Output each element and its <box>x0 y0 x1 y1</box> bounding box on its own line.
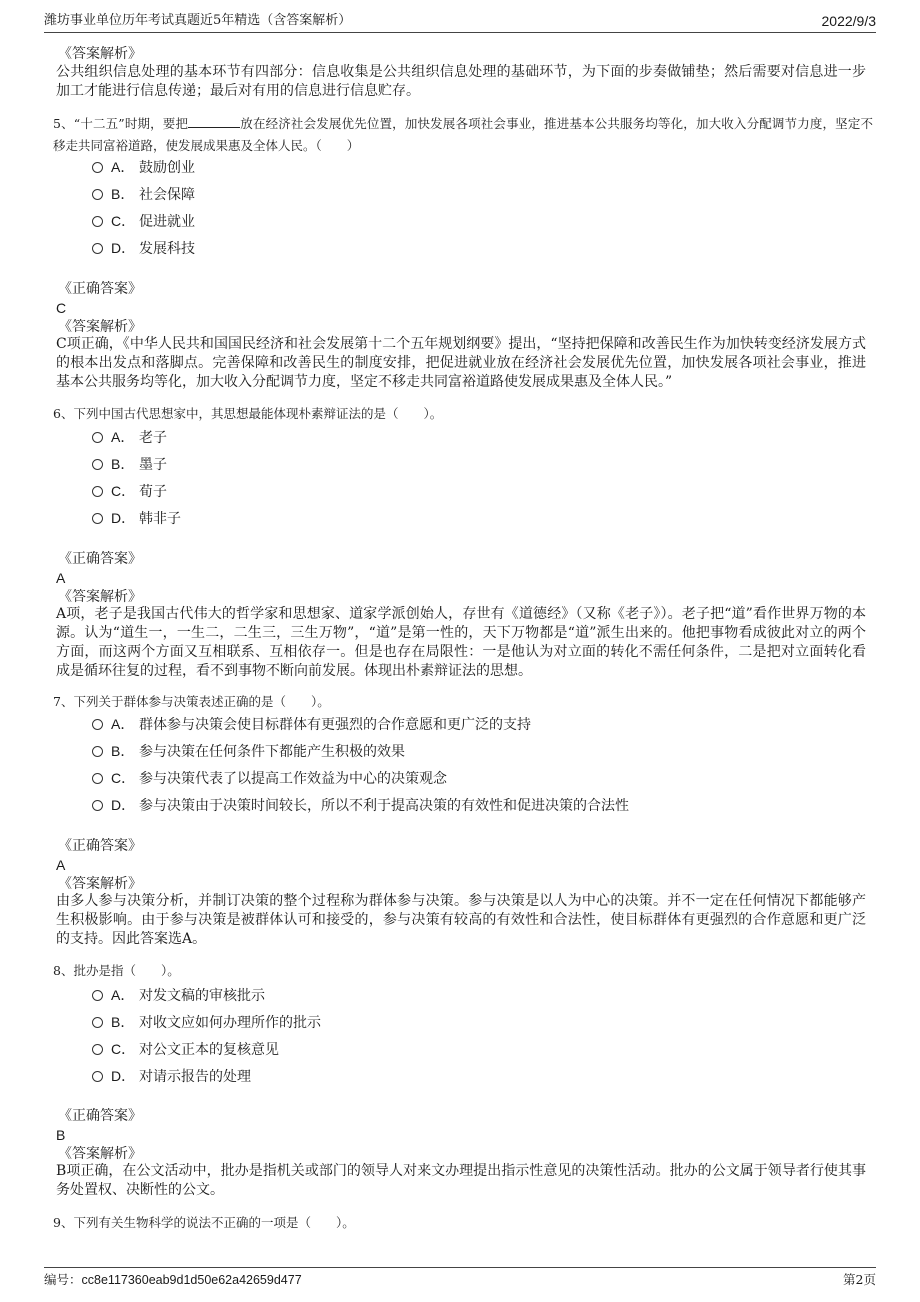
page-number: 第2页 <box>843 1272 876 1287</box>
option-b[interactable]: B． 墨子 <box>92 453 167 475</box>
radio-icon[interactable] <box>92 719 103 730</box>
analysis-text: 公共组织信息处理的基本环节有四部分：信息收集是公共组织信息处理的基础环节，为下面的步奏做铺垫；然后需要对信息进一步加工才能进行信息传递；最后对有用的信息进行信息贮存。 <box>56 64 866 99</box>
analysis-label: 《答案解析》 <box>58 46 142 62</box>
analysis-label: 《答案解析》 <box>58 1146 142 1162</box>
analysis-text: 由多人参与决策分析，并制订决策的整个过程称为群体参与决策。参与决策是以人为中心的决策。并不一定在任何情况下都能够产生积极影响。由于参与决策是被群体认可和接受的，参与决策有较高的有效性和合法性，使目标群体有更强烈的合作意愿和更广泛的支持。因此答案选A。 <box>56 893 866 947</box>
option-b[interactable]: B． 参与决策在任何条件下都能产生积极的效果 <box>92 740 405 762</box>
footer-divider <box>44 1267 876 1268</box>
question-text-post: 放在经济社会发展优先位置，加快发展各项社会事业，推进基本公共服务均等化，加大收入分配调节力度，坚定不移走共同富裕道路，使发展成果惠及全体人民。（ ） <box>53 116 873 153</box>
analysis-label: 《答案解析》 <box>58 589 142 605</box>
correct-answer-label: 《正确答案》 <box>58 281 142 297</box>
document-title: 潍坊事业单位历年考试真题近5年精选（含答案解析） <box>44 13 352 28</box>
radio-icon[interactable] <box>92 800 103 811</box>
question-7: 7、下列关于群体参与决策表述正确的是（ ）。 <box>53 694 330 709</box>
option-c[interactable]: C． 对公文正本的复核意见 <box>92 1038 279 1060</box>
fill-blank <box>188 113 240 128</box>
radio-icon[interactable] <box>92 459 103 470</box>
radio-icon[interactable] <box>92 189 103 200</box>
option-c[interactable]: C． 促进就业 <box>92 210 195 232</box>
option-c[interactable]: C． 参与决策代表了以提高工作效益为中心的决策观念 <box>92 767 447 789</box>
analysis-label: 《答案解析》 <box>58 319 142 335</box>
radio-icon[interactable] <box>92 773 103 784</box>
page-footer <box>44 1271 876 1289</box>
option-a[interactable]: A． 老子 <box>92 426 167 448</box>
radio-icon[interactable] <box>92 486 103 497</box>
radio-icon[interactable] <box>92 990 103 1001</box>
radio-icon[interactable] <box>92 1017 103 1028</box>
question-6: 6、下列中国古代思想家中，其思想最能体现朴素辩证法的是（ ）。 <box>53 406 443 421</box>
radio-icon[interactable] <box>92 513 103 524</box>
question-5 <box>53 113 873 157</box>
radio-icon[interactable] <box>92 243 103 254</box>
correct-answer: A <box>56 857 66 873</box>
correct-answer: B <box>56 1127 66 1143</box>
radio-icon[interactable] <box>92 1044 103 1055</box>
correct-answer: C <box>56 300 67 316</box>
question-8: 8、批办是指（ ）。 <box>53 963 180 978</box>
option-a[interactable]: A． 对发文稿的审核批示 <box>92 984 265 1006</box>
option-a[interactable]: A． 鼓励创业 <box>92 156 195 178</box>
radio-icon[interactable] <box>92 746 103 757</box>
radio-icon[interactable] <box>92 1071 103 1082</box>
option-b[interactable]: B． 对收文应如何办理所作的批示 <box>92 1011 321 1033</box>
radio-icon[interactable] <box>92 432 103 443</box>
option-a[interactable]: A． 群体参与决策会使目标群体有更强烈的合作意愿和更广泛的支持 <box>92 713 531 735</box>
option-d[interactable]: D． 韩非子 <box>92 507 181 529</box>
document-code: 编号：cc8e117360eab9d1d50e62a42659d477 <box>44 1272 302 1287</box>
header-divider <box>44 32 876 33</box>
radio-icon[interactable] <box>92 216 103 227</box>
analysis-text: C项正确，《中华人民共和国国民经济和社会发展第十二个五年规划纲要》提出，“坚持把保障和改善民生作为加快转变经济发展方式的根本出发点和落脚点。完善保障和改善民生的制度安排，把促进就业放在经济社会发展优先位置，加快发展各项社会事业，推进基本公共服务均等化，加大收入分配调节力度，坚定不移走共同富裕道路使发展成果惠及全体人民。” <box>56 336 866 390</box>
question-9: 9、下列有关生物科学的说法不正确的一项是（ ）。 <box>53 1215 355 1230</box>
question-text-pre: 5、“十二五”时期，要把 <box>53 116 189 131</box>
analysis-text: A项，老子是我国古代伟大的哲学家和思想家、道家学派创始人，存世有《道德经》（又称《老子》）。老子把“道”看作世界万物的本源。认为“道生一，一生二，二生三，三生万物”，“道”是第一性的，天下万物都是“道”派生出来的。他把事物看成彼此对立的两个方面，而这两个方面又互相联系、互相依存一。但是也存在局限性：一是他认为对立面的转化不需任何条件，二是把对立面转化看成是循环往复的过程，看不到事物不断向前发展。体现出朴素辩证法的思想。 <box>56 606 866 679</box>
correct-answer-label: 《正确答案》 <box>58 1108 142 1124</box>
analysis-label: 《答案解析》 <box>58 876 142 892</box>
analysis-text: B项正确，在公文活动中，批办是指机关或部门的领导人对来文办理提出指示性意见的决策性活动。批办的公文属于领导者行使其事务处置权、决断性的公文。 <box>56 1163 866 1198</box>
correct-answer-label: 《正确答案》 <box>58 551 142 567</box>
option-b[interactable]: B． 社会保障 <box>92 183 195 205</box>
option-d[interactable]: D． 参与决策由于决策时间较长，所以不利于提高决策的有效性和促进决策的合法性 <box>92 794 629 816</box>
option-d[interactable]: D． 发展科技 <box>92 237 195 259</box>
option-d[interactable]: D． 对请示报告的处理 <box>92 1065 251 1087</box>
document-date: 2022/9/3 <box>821 13 876 29</box>
option-c[interactable]: C． 荀子 <box>92 480 167 502</box>
radio-icon[interactable] <box>92 162 103 173</box>
correct-answer-label: 《正确答案》 <box>58 838 142 854</box>
page-header <box>44 12 876 30</box>
correct-answer: A <box>56 570 66 586</box>
